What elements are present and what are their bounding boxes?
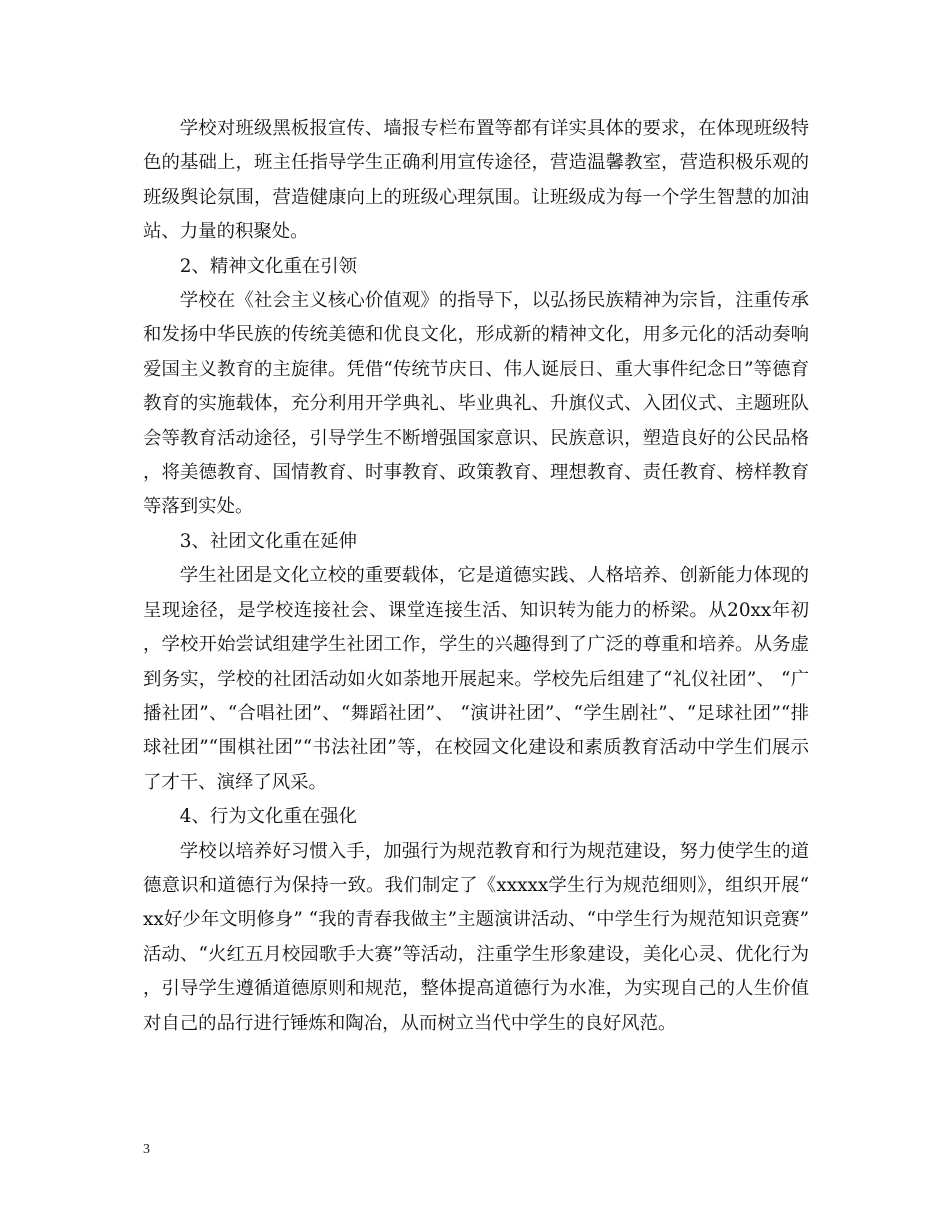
section-heading-club-culture: 3、社团文化重在延伸	[179, 530, 358, 552]
paragraph-behavior-culture: 学校以培养好习惯入手，加强行为规范教育和行为规范建设，努力使学生的道德意识和道德行为保持一致。我们制定了《xxxxx学生行为规范细则》，组织开展“xx好少年文明修身” “我的青春我做主”主题演讲活动、“中学生行为规范知识竞赛”活动、“火红五月校园歌手大赛”等活动，注重学生形象建设，美化心灵、优化行为，引导学生遵循道德原则和规范，整体提高道德行为水准，为实现自己的人生价值对自己的品行进行锤炼和陶冶，从而树立当代中学生的良好风范。	[143, 840, 809, 1034]
document-body	[143, 112, 809, 1041]
paragraph-class-culture: 学校对班级黑板报宣传、墙报专栏布置等都有详实具体的要求，在体现班级特色的基础上，班主任指导学生正确利用宣传途径，营造温馨教室，营造积极乐观的班级舆论氛围，营造健康向上的班级心理氛围。让班级成为每一个学生智慧的加油站、力量的积聚处。	[143, 118, 809, 243]
page-number: 3	[143, 1142, 150, 1157]
paragraph-club-culture: 学生社团是文化立校的重要载体，它是道德实践、人格培养、创新能力体现的呈现途径，是学校连接社会、课堂连接生活、知识转为能力的桥梁。从20xx年初，学校开始尝试组建学生社团工作，学生的兴趣得到了广泛的尊重和培养。从务虚到务实，学校的社团活动如火如荼地开展起来。学校先后组建了“礼仪社团”、 “广播社团”、“合唱社团”、“舞蹈社团”、 “演讲社团”、“学生剧社”、“足球社团”“排球社团”“围棋社团”“书法社团”等，在校园文化建设和素质教育活动中学生们展示了才干、演绎了风采。	[143, 565, 809, 793]
section-heading-spiritual-culture: 2、精神文化重在引领	[179, 255, 358, 277]
section-heading-behavior-culture: 4、行为文化重在强化	[179, 806, 358, 828]
paragraph-spiritual-culture: 学校在《社会主义核心价值观》的指导下，以弘扬民族精神为宗旨，注重传承和发扬中华民族的传统美德和优良文化，形成新的精神文化，用多元化的活动奏响爱国主义教育的主旋律。凭借“传统节庆日、伟人诞辰日、重大事件纪念日”等德育教育的实施载体，充分利用开学典礼、毕业典礼、升旗仪式、入团仪式、主题班队会等教育活动途径，引导学生不断增强国家意识、民族意识，塑造良好的公民品格，将美德教育、国情教育、时事教育、政策教育、理想教育、责任教育、榜样教育等落到实处。	[143, 290, 809, 518]
